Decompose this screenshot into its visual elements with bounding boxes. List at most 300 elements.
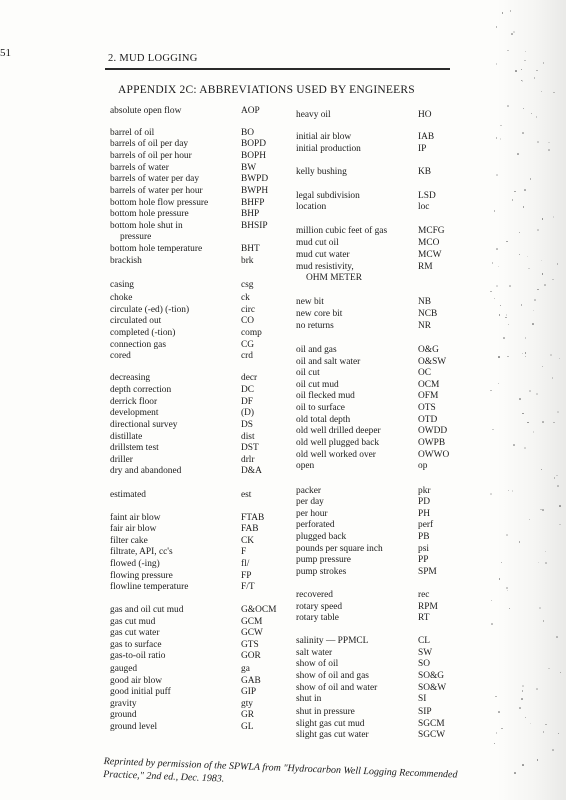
abbreviation-text: BHP xyxy=(241,209,260,220)
abbreviation-text: OWDD xyxy=(418,426,448,437)
term-text: old well drilled deeper xyxy=(296,426,381,437)
term-text: salt water xyxy=(296,648,333,659)
term-text: pressure xyxy=(120,232,152,243)
abbreviation-text: fl/ xyxy=(241,559,250,570)
left-entry-row xyxy=(110,256,291,267)
term-text: slight gas cut water xyxy=(296,729,369,740)
scan-speck xyxy=(524,447,526,449)
scan-speck xyxy=(536,688,538,690)
abbreviation-text: OWPB xyxy=(418,438,446,449)
scan-speck xyxy=(507,356,509,358)
scan-speck xyxy=(542,509,544,511)
abbreviation-text: BWPD xyxy=(241,174,269,185)
scan-speck xyxy=(525,51,527,53)
term-text: show of oil and gas xyxy=(296,671,369,682)
right-entry-row xyxy=(296,671,468,682)
abbreviation-text: SGCW xyxy=(418,729,446,740)
scan-speck xyxy=(512,199,514,201)
term-text: oil cut xyxy=(296,367,320,378)
term-text: new core bit xyxy=(296,308,343,319)
right-entry-row xyxy=(296,567,468,578)
abbreviation-text: dist xyxy=(241,431,255,442)
right-entry-row xyxy=(296,273,468,284)
left-entry-row xyxy=(110,305,291,316)
scan-speck xyxy=(544,284,546,286)
abbreviation-text: FAB xyxy=(241,524,259,535)
term-text: derrick floor xyxy=(110,396,158,407)
right-entry-row xyxy=(296,438,468,449)
abbreviation-text: CK xyxy=(241,536,255,547)
term-text: filter cake xyxy=(110,536,148,547)
term-text: pounds per square inch xyxy=(296,543,383,554)
scan-speck xyxy=(532,323,534,325)
left-entry-row xyxy=(110,710,291,721)
right-entry-row xyxy=(296,497,468,508)
abbreviation-text: PD xyxy=(418,496,430,507)
scan-speck xyxy=(517,153,519,155)
scan-speck xyxy=(512,490,514,492)
abbreviation-text: CO xyxy=(241,315,255,326)
term-text: decreasing xyxy=(110,372,151,383)
right-entry-row xyxy=(296,297,468,308)
left-entry-row xyxy=(110,628,291,639)
scan-speck xyxy=(522,764,524,766)
abbreviation-text: DST xyxy=(241,442,259,453)
abbreviation-text: SGCM xyxy=(418,718,445,729)
term-text: kelly bushing xyxy=(296,167,347,178)
term-text: dry and abandoned xyxy=(110,466,182,476)
right-entry-row xyxy=(296,486,468,497)
scan-speck xyxy=(534,77,536,79)
scan-speck xyxy=(559,505,561,507)
term-text: old total depth xyxy=(296,415,351,426)
abbreviation-text: FP xyxy=(241,571,252,582)
abbreviation-text: GL xyxy=(241,721,254,732)
term-text: rotary table xyxy=(296,613,339,624)
scan-speck xyxy=(509,285,511,287)
term-text: perforated xyxy=(296,519,335,530)
abbreviation-text: gty xyxy=(241,698,253,709)
abbreviation-text: O&SW xyxy=(418,356,447,367)
right-entry-row xyxy=(296,368,468,379)
left-entry-row xyxy=(110,316,291,327)
left-entry-row xyxy=(110,174,291,185)
left-entry-row xyxy=(110,351,291,362)
scan-speck xyxy=(495,696,497,698)
left-entry-row xyxy=(110,186,291,197)
term-text: barrels of water per day xyxy=(110,174,200,185)
term-text: bottom hole shut in xyxy=(110,221,183,232)
right-entry-row xyxy=(296,167,468,178)
abbreviation-text: brk xyxy=(241,256,254,267)
scan-speck xyxy=(557,485,559,487)
abbreviation-text: SI xyxy=(418,694,427,705)
scan-speck xyxy=(519,707,521,709)
right-entry-row xyxy=(296,391,468,402)
left-entry-row xyxy=(110,490,291,501)
right-entry-row xyxy=(296,613,468,624)
scan-speck xyxy=(498,711,500,713)
left-entry-row xyxy=(110,151,291,162)
term-text: per day xyxy=(296,496,324,507)
left-entry-row xyxy=(110,443,291,454)
abbreviation-text: OTS xyxy=(418,403,436,414)
scan-speck xyxy=(524,189,526,191)
term-text: gas-to-oil ratio xyxy=(110,651,166,662)
scan-speck xyxy=(496,732,498,734)
abbreviation-text: OWWO xyxy=(418,450,450,461)
abbreviation-text: HO xyxy=(418,110,432,120)
abbreviation-text: OTD xyxy=(418,415,438,426)
appendix-title: APPENDIX 2C: ABBREVIATIONS USED BY ENGINEERS xyxy=(118,84,415,96)
right-entry-row xyxy=(296,636,468,647)
abbreviation-text: PP xyxy=(418,554,429,565)
scan-speck xyxy=(542,421,544,423)
scan-speck xyxy=(523,206,525,208)
term-text: circulated out xyxy=(110,315,162,326)
term-text: plugged back xyxy=(296,531,347,542)
abbreviation-text: O&G xyxy=(418,344,439,355)
abbreviation-text: DS xyxy=(241,419,253,430)
scan-speck xyxy=(519,398,521,400)
left-entry-row xyxy=(110,244,291,255)
scan-speck xyxy=(490,390,492,392)
term-text: oil flecked mud xyxy=(296,391,355,402)
right-entry-row xyxy=(296,694,468,705)
left-entry-row xyxy=(110,139,291,150)
scan-speck xyxy=(508,324,510,326)
term-text: show of oil xyxy=(296,659,339,670)
abbreviation-text: SPM xyxy=(418,566,437,577)
scan-speck xyxy=(545,724,547,726)
term-text: barrel of oil xyxy=(110,128,155,139)
term-text: flowline temperature xyxy=(110,582,189,593)
term-text: initial air blow xyxy=(296,132,352,143)
term-text: shut in xyxy=(296,694,322,705)
abbreviation-text: CG xyxy=(241,339,255,350)
scan-speck xyxy=(492,429,494,431)
abbreviation-text: SW xyxy=(418,648,433,659)
term-text: connection gas xyxy=(110,339,166,350)
term-text: oil and gas xyxy=(296,344,337,355)
scan-speck xyxy=(491,623,493,625)
abbreviation-text: GAB xyxy=(241,675,261,686)
right-entry-row xyxy=(296,144,468,155)
left-entry-row xyxy=(110,722,291,733)
abbreviation-text: BO xyxy=(241,128,255,139)
abbreviation-text: IAB xyxy=(418,132,435,143)
term-text: heavy oil xyxy=(296,110,331,120)
scan-speck xyxy=(550,354,552,356)
scan-speck xyxy=(498,356,500,358)
scan-speck xyxy=(542,218,544,220)
abbreviation-text: GIP xyxy=(241,686,257,697)
right-entry-row xyxy=(296,450,468,461)
scan-speck xyxy=(513,444,515,446)
abbreviation-text: GOR xyxy=(241,651,261,662)
term-text: oil to surface xyxy=(296,403,345,414)
abbreviation-text: GTS xyxy=(241,640,259,651)
right-entry-row xyxy=(296,132,468,143)
right-entry-row xyxy=(296,226,468,237)
term-text: depth correction xyxy=(110,384,172,395)
scan-speck xyxy=(537,141,539,143)
right-entry-row xyxy=(296,719,468,730)
abbreviation-text: PH xyxy=(418,508,430,519)
term-text: gravity xyxy=(110,698,137,709)
abbreviation-text: KB xyxy=(418,167,432,178)
abbreviation-text: BHFP xyxy=(241,198,265,209)
scan-speck xyxy=(521,698,523,700)
scan-speck xyxy=(536,70,538,72)
scan-speck xyxy=(554,477,556,479)
term-text: drillstem test xyxy=(110,442,159,453)
term-text: distillate xyxy=(110,431,143,442)
scan-speck xyxy=(536,393,538,395)
right-entry-row xyxy=(296,461,468,472)
abbreviation-text: FTAB xyxy=(241,513,265,524)
left-entry-row xyxy=(110,676,291,687)
scan-speck xyxy=(536,116,538,118)
left-entry-row xyxy=(110,432,291,443)
abbreviation-text: CL xyxy=(418,636,430,647)
term-text: no returns xyxy=(296,320,334,331)
left-entry-row xyxy=(110,559,291,570)
scan-speck xyxy=(548,668,550,670)
scan-speck xyxy=(539,607,541,609)
scan-speck xyxy=(543,620,545,622)
scan-speck xyxy=(545,562,547,564)
term-text: shut in pressure xyxy=(296,706,355,717)
abbreviation-text: crd xyxy=(241,350,253,361)
right-entry-row xyxy=(296,532,468,543)
scan-speck xyxy=(537,289,539,291)
scan-speck xyxy=(506,534,508,536)
left-entry-row xyxy=(110,385,291,396)
left-entry-row xyxy=(110,328,291,339)
term-text: gas cut water xyxy=(110,628,160,639)
abbreviation-text: MCFG xyxy=(418,226,445,237)
term-text: driller xyxy=(110,454,133,465)
term-text: mud resistivity, xyxy=(296,261,354,272)
abbreviation-text: pkr xyxy=(418,485,431,496)
term-text: choke xyxy=(110,292,133,303)
abbreviation-text: F/T xyxy=(241,582,255,593)
scan-speck xyxy=(507,590,509,592)
term-text: bottom hole temperature xyxy=(110,244,203,255)
scan-speck xyxy=(506,314,508,316)
right-entry-row xyxy=(296,262,468,273)
term-text: casing xyxy=(110,280,134,291)
scan-speck xyxy=(490,493,492,495)
left-entry-row xyxy=(110,232,291,243)
right-entry-row xyxy=(296,415,468,426)
left-entry-row xyxy=(110,420,291,431)
abbreviation-text: (D) xyxy=(241,407,255,418)
scan-edge-shadow xyxy=(496,0,566,800)
left-entry-row xyxy=(110,617,291,628)
term-text: bottom hole flow pressure xyxy=(110,198,209,209)
left-entry-row xyxy=(110,513,291,524)
abbreviation-text: G&OCM xyxy=(241,605,277,616)
term-text: bottom hole pressure xyxy=(110,209,189,220)
abbreviation-text: circ xyxy=(241,304,256,315)
scan-speck xyxy=(557,411,559,413)
abbreviation-text: NB xyxy=(418,296,432,307)
left-entry-row xyxy=(110,605,291,616)
right-entry-row xyxy=(296,648,468,659)
abbreviation-text: psi xyxy=(418,543,429,554)
left-entry-row xyxy=(110,373,291,384)
scan-speck xyxy=(548,149,550,151)
term-text: fair air blow xyxy=(110,524,157,535)
scan-speck xyxy=(556,475,558,477)
term-text: estimated xyxy=(110,490,146,501)
term-text: pump pressure xyxy=(296,554,351,565)
term-text: slight gas cut mud xyxy=(296,718,365,729)
right-entry-row xyxy=(296,555,468,566)
scan-speck xyxy=(522,685,524,687)
left-entry-row xyxy=(110,664,291,675)
abbreviation-text: DF xyxy=(241,396,253,407)
left-entry-row xyxy=(110,280,291,291)
right-entry-row xyxy=(296,403,468,414)
term-text: mud cut water xyxy=(296,250,350,261)
scan-speck xyxy=(491,600,493,602)
scan-speck xyxy=(552,279,554,281)
scan-speck xyxy=(556,636,558,638)
running-head: 2. MUD LOGGING xyxy=(108,53,198,64)
abbreviation-text: RPM xyxy=(418,602,438,613)
abbreviation-text: SO&W xyxy=(418,683,447,694)
term-text: show of oil and water xyxy=(296,683,378,694)
term-text: barrels of water per hour xyxy=(110,186,203,197)
abbreviation-text: OC xyxy=(418,367,432,378)
left-entry-row xyxy=(110,198,291,209)
left-entry-row xyxy=(110,466,291,477)
left-entry-row xyxy=(110,221,291,232)
term-text: ground level xyxy=(110,721,158,732)
abbreviation-text: BOPH xyxy=(241,151,267,162)
abbreviation-text: drlr xyxy=(241,454,255,465)
abbreviation-text: AOP xyxy=(241,106,260,116)
left-entry-row xyxy=(110,651,291,662)
abbreviation-text: SO xyxy=(418,659,430,670)
right-entry-row xyxy=(296,426,468,437)
term-text: barrels of water xyxy=(110,163,169,174)
left-entry-row xyxy=(110,536,291,547)
term-text: absolute open flow xyxy=(110,106,182,116)
scan-speck xyxy=(545,551,547,553)
term-text: open xyxy=(296,461,315,472)
term-text: OHM METER xyxy=(306,272,362,283)
left-entry-row xyxy=(110,640,291,651)
footnote: Reprinted by permission of the SPWLA from "Hydrocarbon Well Logging Recommended Practice," 2nd ed., Dec. 1983. xyxy=(103,755,458,785)
scan-speck xyxy=(494,743,496,745)
scan-speck xyxy=(499,314,501,316)
left-entry-row xyxy=(110,293,291,304)
left-entry-row xyxy=(110,128,291,139)
term-text: legal subdivision xyxy=(296,191,360,202)
term-text: rotary speed xyxy=(296,602,343,613)
scan-speck xyxy=(507,105,509,107)
left-entry-row xyxy=(110,106,291,117)
scan-speck xyxy=(511,33,513,35)
scan-speck xyxy=(525,337,527,339)
term-text: oil and salt water xyxy=(296,356,361,367)
scan-speck xyxy=(525,352,527,354)
scan-speck xyxy=(534,299,536,301)
abbreviation-text: GCW xyxy=(241,628,263,639)
scan-speck xyxy=(529,390,531,392)
term-text: salinity — PPMCL xyxy=(296,636,369,647)
left-entry-row xyxy=(110,209,291,220)
scan-speck xyxy=(494,298,496,300)
term-text: ground xyxy=(110,709,137,720)
right-entry-row xyxy=(296,250,468,261)
scan-speck xyxy=(552,749,554,751)
scan-speck xyxy=(496,285,498,287)
term-text: million cubic feet of gas xyxy=(296,226,388,237)
abbreviation-text: perf xyxy=(418,519,434,530)
right-entry-row xyxy=(296,659,468,670)
term-text: barrels of oil per hour xyxy=(110,151,192,162)
left-entry-row xyxy=(110,547,291,558)
left-entry-row xyxy=(110,571,291,582)
abbreviation-text: BOPD xyxy=(241,139,267,150)
abbreviation-text: loc xyxy=(418,202,430,213)
term-text: good air blow xyxy=(110,675,163,686)
scan-speck xyxy=(548,142,550,144)
scan-speck xyxy=(537,229,539,231)
abbreviation-text: ck xyxy=(241,292,250,303)
abbreviation-text: NR xyxy=(418,320,432,331)
term-text: gauged xyxy=(110,663,138,674)
abbreviation-text: RM xyxy=(418,261,433,272)
scan-speck xyxy=(490,291,492,293)
scan-speck xyxy=(496,174,498,176)
scan-speck xyxy=(503,337,505,339)
scan-speck xyxy=(496,248,498,250)
abbreviation-text: comp xyxy=(241,327,262,338)
term-text: cored xyxy=(110,350,131,361)
abbreviation-text: DC xyxy=(241,384,255,395)
scan-speck xyxy=(492,262,494,264)
term-text: initial production xyxy=(296,144,361,155)
left-entry-row xyxy=(110,397,291,408)
term-text: gas to surface xyxy=(110,640,162,651)
abbreviation-text: GR xyxy=(241,709,255,720)
abbreviation-text: NCB xyxy=(418,308,438,319)
abbreviation-text: GCM xyxy=(241,617,263,628)
term-text: mud cut oil xyxy=(296,238,339,249)
scan-speck xyxy=(528,268,530,270)
left-entry-row xyxy=(110,687,291,698)
abbreviation-text: MCO xyxy=(418,238,440,249)
abbreviation-text: MCW xyxy=(418,250,442,261)
abbreviation-text: SO&G xyxy=(418,671,445,682)
scan-speck xyxy=(515,70,517,72)
term-text: location xyxy=(296,202,327,213)
term-text: old well plugged back xyxy=(296,438,380,449)
right-entry-row xyxy=(296,191,468,202)
right-entry-row xyxy=(296,380,468,391)
abbreviation-text: F xyxy=(241,547,247,558)
abbreviation-text: SIP xyxy=(418,706,432,717)
left-entry-row xyxy=(110,582,291,593)
right-entry-row xyxy=(296,730,468,741)
term-text: completed (-tion) xyxy=(110,327,176,338)
